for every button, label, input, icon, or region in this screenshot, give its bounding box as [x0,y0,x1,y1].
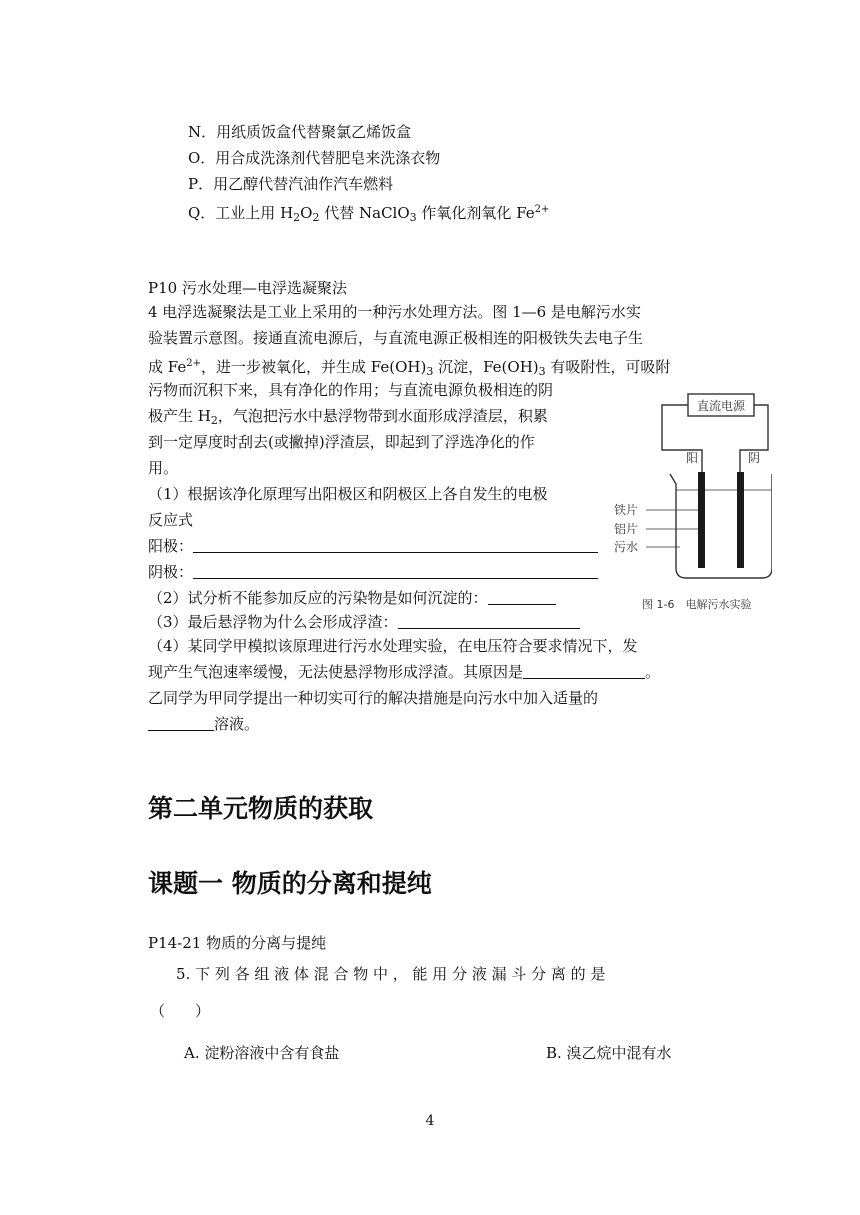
question-4: （4）某同学甲模拟该原理进行污水处理实验，在电压符合要求情况下，发 [148,637,638,655]
question-1-cont: 反应式 [148,511,194,529]
option-p: P．用乙醇代替汽油作汽车燃料 [188,175,394,193]
option-b: B. 溴乙烷中混有水 [546,1044,672,1062]
section-heading: P14-21 物质的分离与提纯 [148,934,327,952]
q2-answer-blank[interactable] [488,590,556,605]
section-heading: P10 污水处理—电浮选凝聚法 [148,279,347,297]
answer-parentheses: （ ） [150,1002,211,1020]
q3-answer-blank[interactable] [398,614,580,629]
option-q: Q．工业上用 $H_2O_2$ 代替 NaClO$_3$ 作氧化剂氧化 $Fe^{2+}$ [188,204,550,224]
cathode-label: 阴 [747,451,761,465]
paragraph-line: 4 电浮选凝聚法是工业上采用的一种污水处理方法。图 1—6 是电解污水实 [148,303,641,321]
paragraph-line: 成 $Fe^{2+}$，进一步被氧化，并生成 $Fe(OH)_3$ 沉淀，$Fe(OH)_3$ 有吸附性，可吸附 [148,358,671,378]
water-label: 污水 [614,540,639,554]
paragraph-line: 极产生 $H_2$，气泡把污水中悬浮物带到水面形成浮渣层，积累 [148,407,548,427]
question-1: （1）根据该净化原理写出阳极区和阴极区上各自发生的电极 [148,485,548,503]
cathode-electrode [737,472,744,568]
question-4-cont: 现产生气泡速率缓慢，无法使悬浮物形成浮渣。其原因是 。 [148,663,661,681]
question-5: 5. 下 列 各 组 液 体 混 合 物 中 ， 能 用 分 液 漏 斗 分 离 的 是 [176,965,606,983]
cathode-line: 阴极： [148,562,598,582]
unit-title: 第二单元物质的获取 [148,794,374,823]
question-3: （3）最后悬浮物为什么会形成浮渣： [148,612,580,632]
paragraph-line: 用。 [148,459,179,477]
question-4-cont: 乙同学为甲同学提出一种切实可行的解决措施是向污水中加入适量的 [148,689,599,707]
question-4-cont: 溶液。 [148,714,259,734]
power-label: 直流电源 [696,399,746,413]
anode-line: 阳极： [148,536,598,556]
anode-electrode [698,472,705,568]
figure-caption: 图 1-6 电解污水实验 [642,598,752,611]
cathode-answer-blank[interactable] [193,564,598,579]
anode-label: 阳 [685,451,699,465]
topic-title: 课题一 物质的分离和提纯 [148,869,432,898]
option-o: O．用合成洗涤剂代替肥皂来洗涤衣物 [188,149,441,167]
anode-answer-blank[interactable] [193,538,598,553]
paragraph-line: 验装置示意图。接通直流电源后，与直流电源正极相连的阳极铁失去电子生 [148,329,644,347]
q4-reason-blank[interactable] [523,664,645,679]
aluminum-label: 铝片 [614,522,639,536]
electrolysis-figure [612,380,772,620]
page-number: 4 [425,1113,435,1129]
paragraph-line: 污物而沉积下来，具有净化的作用；与直流电源负极相连的阴 [148,381,554,399]
iron-label: 铁片 [614,503,639,517]
q4-solution-blank[interactable] [148,716,214,731]
question-2: （2）试分析不能参加反应的污染物是如何沉淀的： [148,588,556,608]
option-a: A. 淀粉溶液中含有食盐 [184,1044,340,1062]
paragraph-line: 到一定厚度时刮去(或撇掉)浮渣层，即起到了浮选净化的作 [148,433,535,451]
option-n: N．用纸质饭盒代替聚氯乙烯饭盒 [188,123,412,141]
